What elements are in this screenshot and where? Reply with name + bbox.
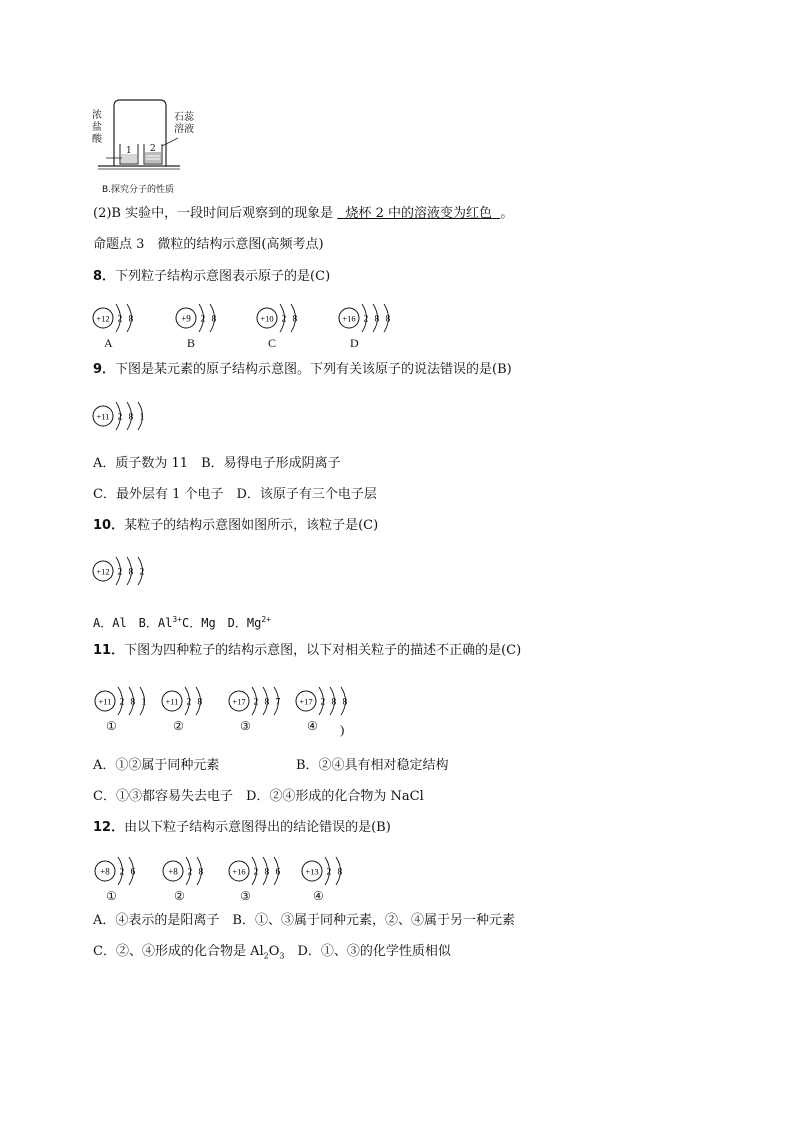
electron-count: 2 <box>320 697 326 708</box>
atom-diagram <box>94 853 156 889</box>
atom-svg <box>338 300 412 336</box>
electron-count: 2 <box>117 314 123 325</box>
atom-diagram <box>228 683 302 719</box>
electron-count: 6 <box>275 867 281 878</box>
diagram-label: ③ <box>240 889 251 903</box>
electron-count: 2 <box>119 697 125 708</box>
beaker-1-label: 1 <box>126 146 132 156</box>
diagram-label: D <box>350 336 359 350</box>
electron-count: 2 <box>187 867 193 878</box>
diagram-label: C <box>268 336 277 350</box>
electron-count: 2 <box>253 697 259 708</box>
electron-count: 2 <box>186 697 192 708</box>
electron-count: 2 <box>200 314 206 325</box>
q11-options-2: C．①③都容易失去电子 D．②④形成的化合物为 NaCl <box>93 789 424 804</box>
q11-options-1: A．①②属于同种元素 <box>93 758 220 773</box>
q9-text: 下图是某元素的原子结构示意图。下列有关该原子的说法错误的是(B) <box>115 362 512 377</box>
nucleus-charge: +11 <box>98 696 112 707</box>
q12-options-2: C．②、④形成的化合物是 $Al_2O_3$ D．①、③的化学性质相似 <box>93 944 451 961</box>
q8-number: 8． <box>93 269 116 284</box>
nucleus-charge: +8 <box>168 866 178 877</box>
q11-question <box>93 642 521 660</box>
atom-diagram <box>94 683 168 719</box>
atom-diagram <box>161 683 223 719</box>
atom-svg <box>92 300 154 336</box>
electron-count: 2 <box>281 314 287 325</box>
nucleus-charge: +8 <box>100 866 110 877</box>
electron-count: 8 <box>337 867 343 878</box>
electron-count: 2 <box>326 867 332 878</box>
diagram-label: A <box>104 336 113 350</box>
atom-diagram <box>301 853 363 889</box>
nucleus-charge: +9 <box>181 313 191 324</box>
atom-svg <box>92 553 166 589</box>
left-label <box>92 110 104 146</box>
q11-option-b: B．②④具有相对稳定结构 <box>296 758 449 773</box>
electron-count: 8 <box>331 697 337 708</box>
left-label-char: 酸 <box>92 134 102 145</box>
nucleus-charge: +12 <box>96 313 110 324</box>
nucleus-charge: +16 <box>342 313 356 324</box>
atom-svg <box>301 853 363 889</box>
atom-diagram <box>295 683 369 719</box>
q11-trailing-paren: ) <box>340 722 345 737</box>
electron-count: 2 <box>253 867 259 878</box>
atom-diagram <box>228 853 302 889</box>
section-title: 命题点 3 微粒的结构示意图(高频考点) <box>93 237 324 252</box>
atom-diagram <box>92 300 154 336</box>
atom-diagram <box>92 398 166 434</box>
electron-count: 1 <box>139 412 145 423</box>
atom-svg <box>92 398 166 434</box>
nucleus-charge: +10 <box>260 313 274 324</box>
q10-text: 某粒子的结构示意图如图所示，该粒子是(C) <box>124 518 379 533</box>
diagram-label: ③ <box>240 719 251 733</box>
atom-svg <box>228 853 302 889</box>
atom-svg <box>175 300 237 336</box>
q9-question <box>93 361 512 379</box>
electron-count: 8 <box>211 314 217 325</box>
q7-suffix: 。 <box>500 206 514 221</box>
electron-count: 7 <box>275 697 281 708</box>
atom-svg <box>162 853 224 889</box>
atom-diagram <box>256 300 318 336</box>
diagram-label: ② <box>173 719 184 733</box>
atom-svg <box>161 683 223 719</box>
q9-options-1: A．质子数为 11 B．易得电子形成阴离子 <box>93 456 341 471</box>
electron-count: 8 <box>197 697 203 708</box>
electron-count: 8 <box>264 867 270 878</box>
electron-count: 2 <box>363 314 369 325</box>
right-label <box>174 112 194 136</box>
electron-count: 8 <box>264 697 270 708</box>
atom-svg <box>94 853 156 889</box>
atom-svg <box>94 683 168 719</box>
right-label-line: 石蕊 <box>174 112 194 123</box>
q9-options-2: C．最外层有 1 个电子 D．该原子有三个电子层 <box>93 487 377 502</box>
q9-number: 9． <box>93 362 116 377</box>
diagram-label: B <box>187 336 196 350</box>
diagram-label: ④ <box>313 889 324 903</box>
nucleus-charge: +11 <box>165 696 179 707</box>
q7-prefix: (2)B 实验中，一段时间后观察到的现象是 <box>93 206 334 221</box>
q11-number: 11． <box>93 643 125 658</box>
atom-svg <box>295 683 369 719</box>
diagram-label: ① <box>106 719 117 733</box>
atom-diagram <box>338 300 412 336</box>
electron-count: 6 <box>130 867 136 878</box>
nucleus-charge: +11 <box>96 411 110 422</box>
diagram-label: ④ <box>307 719 318 733</box>
atom-svg <box>228 683 302 719</box>
q11-text: 下图为四种粒子的结构示意图，以下对相关粒子的描述不正确的是(C) <box>124 643 522 658</box>
q8-question <box>93 268 330 286</box>
q10-question <box>93 517 378 535</box>
electron-count: 2 <box>139 567 145 578</box>
left-label-char: 浓 <box>92 110 102 121</box>
electron-count: 8 <box>292 314 298 325</box>
q10-number: 10． <box>93 518 125 533</box>
q8-text: 下列粒子结构示意图表示原子的是(C) <box>115 269 331 284</box>
atom-svg <box>256 300 318 336</box>
electron-count: 8 <box>342 697 348 708</box>
q10-options: A．Al B．$Al^{3+}C$．Mg D．$Mg^{2+}$ <box>93 615 271 630</box>
atom-diagram <box>175 300 237 336</box>
q12-number: 12． <box>93 820 125 835</box>
electron-count: 2 <box>119 867 125 878</box>
electron-count: 1 <box>141 697 147 708</box>
nucleus-charge: +16 <box>232 866 246 877</box>
electron-count: 2 <box>117 412 123 423</box>
nucleus-charge: +12 <box>96 566 110 577</box>
diagram-label: ② <box>174 889 185 903</box>
beaker-2-label: 2 <box>150 144 156 154</box>
figure-caption: B.探究分子的性质 <box>102 185 175 195</box>
diagram-label: ① <box>106 889 117 903</box>
atom-diagram <box>162 853 224 889</box>
electron-count: 8 <box>385 314 391 325</box>
electron-count: 8 <box>128 567 134 578</box>
left-label-char: 盐 <box>92 122 102 133</box>
atom-diagram <box>92 553 166 589</box>
apparatus-figure <box>92 98 202 193</box>
electron-count: 2 <box>117 567 123 578</box>
q7-line <box>93 205 513 223</box>
electron-count: 8 <box>130 697 136 708</box>
q12-text: 由以下粒子结构示意图得出的结论错误的是(B) <box>124 820 391 835</box>
electron-count: 8 <box>128 314 134 325</box>
q12-options-1: A．④表示的是阳离子 B．①、③属于同种元素，②、④属于另一种元素 <box>93 913 515 928</box>
q7-answer: 烧杯 2 中的溶液变为红色 <box>345 206 493 221</box>
electron-count: 8 <box>128 412 134 423</box>
nucleus-charge: +17 <box>232 696 246 707</box>
electron-count: 8 <box>374 314 380 325</box>
electron-count: 8 <box>198 867 204 878</box>
nucleus-charge: +13 <box>305 866 319 877</box>
q12-question <box>93 819 391 837</box>
right-label-line: 溶液 <box>174 124 194 135</box>
nucleus-charge: +17 <box>299 696 313 707</box>
